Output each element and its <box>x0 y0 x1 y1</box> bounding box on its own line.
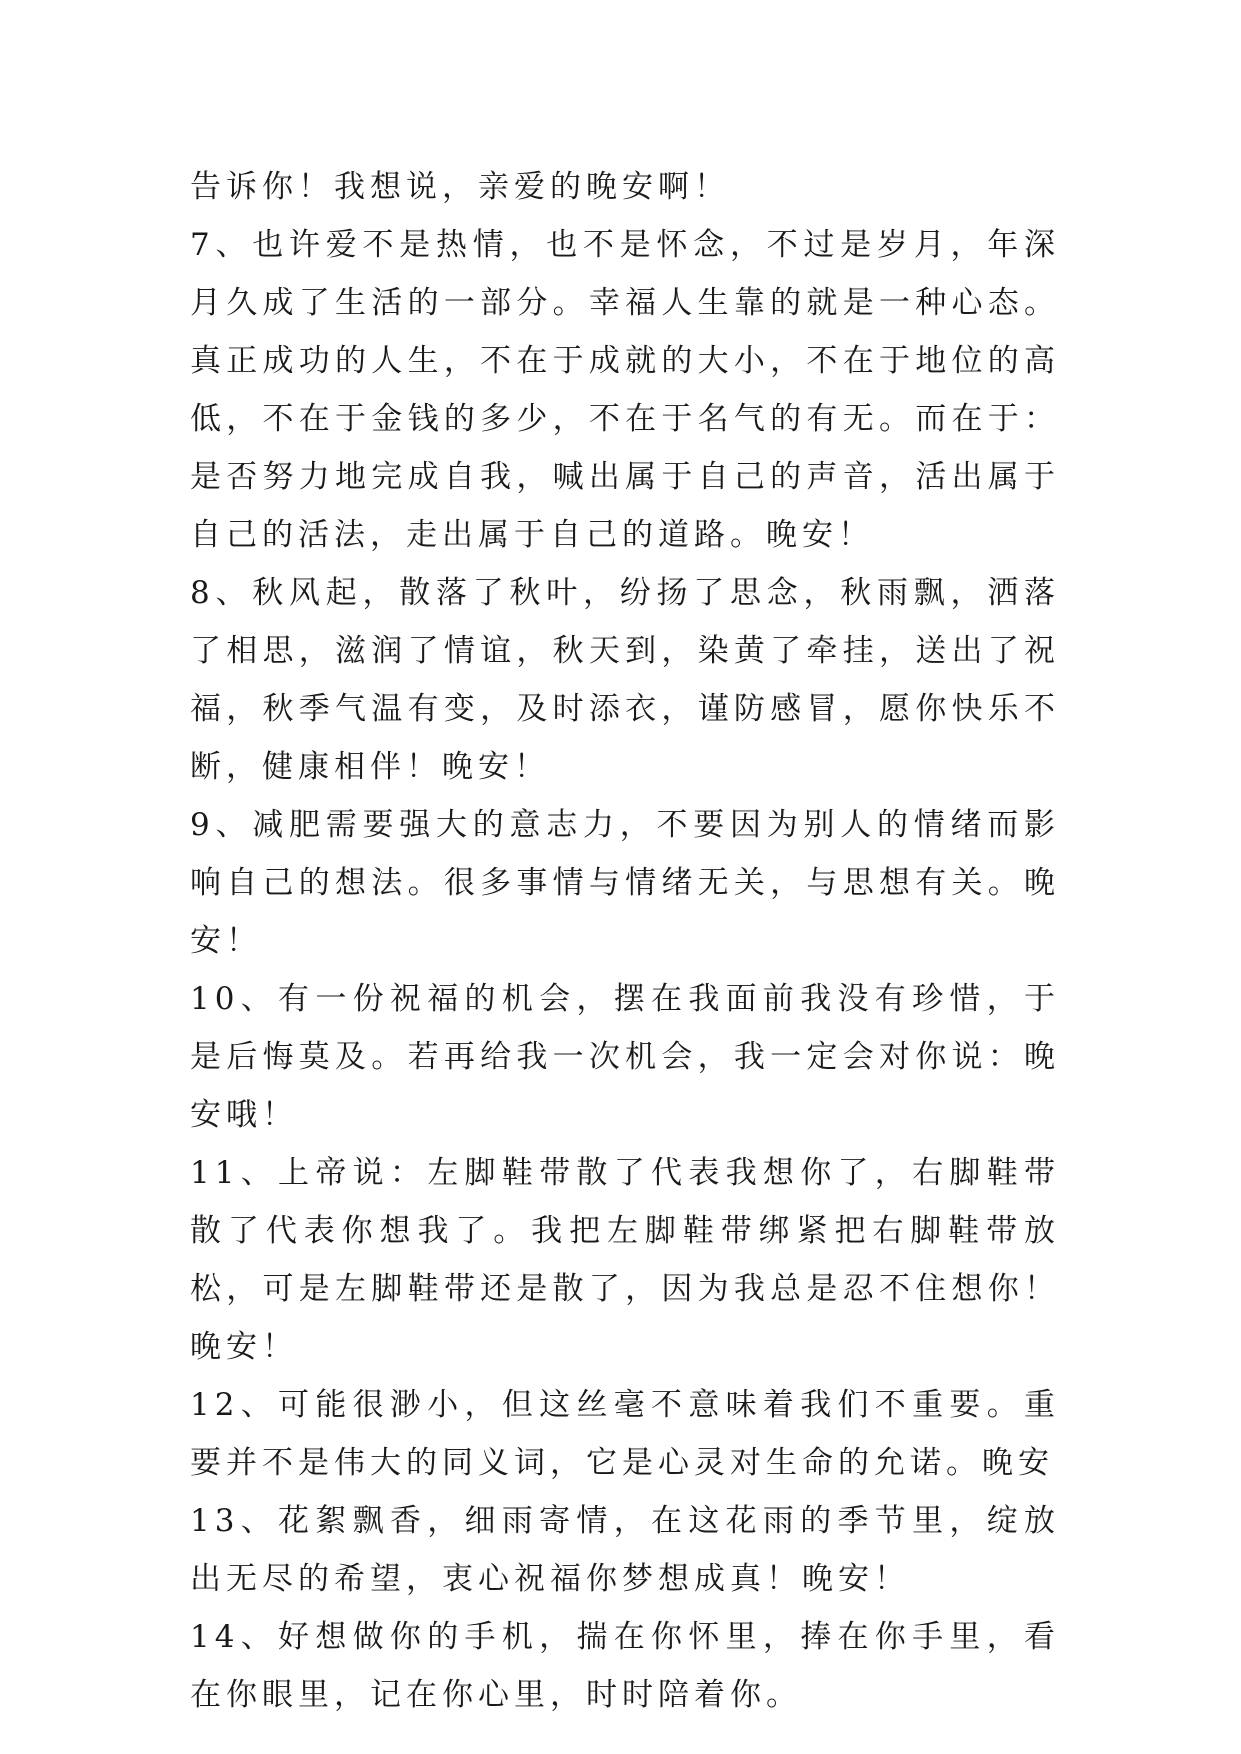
paragraph-item-10: 10、有一份祝福的机会，摆在我面前我没有珍惜，于是后悔莫及。若再给我一次机会，我一定会对你说：晚安哦！ <box>190 981 1060 1133</box>
paragraph-item-14: 14、好想做你的手机，揣在你怀里，捧在你手里，看在你眼里，记在你心里，时时陪着你。 <box>190 1619 1060 1713</box>
paragraph-item-11: 11、上帝说：左脚鞋带散了代表我想你了，右脚鞋带散了代表你想我了。我把左脚鞋带绑紧把右脚鞋带放松，可是左脚鞋带还是散了，因为我总是忍不住想你！晚安！ <box>190 1155 1060 1365</box>
paragraph-item-8: 8、秋风起，散落了秋叶，纷扬了思念，秋雨飘，洒落了相思，滋润了情谊，秋天到，染黄了牵挂，送出了祝福，秋季气温有变，及时添衣，谨防感冒，愿你快乐不断，健康相伴！晚安！ <box>190 575 1060 785</box>
paragraph-item-13: 13、花絮飘香，细雨寄情，在这花雨的季节里，绽放出无尽的希望，衷心祝福你梦想成真！晚安！ <box>190 1503 1060 1597</box>
paragraph-item-7: 7、也许爱不是热情，也不是怀念，不过是岁月，年深月久成了生活的一部分。幸福人生靠的就是一种心态。真正成功的人生，不在于成就的大小，不在于地位的高低，不在于金钱的多少，不在于名气的有无。而在于：是否努力地完成自我，喊出属于自己的声音，活出属于自己的活法，走出属于自己的道路。晚安！ <box>190 227 1060 553</box>
document-body <box>190 158 1060 1724</box>
paragraph-item-9: 9、减肥需要强大的意志力，不要因为别人的情绪而影响自己的想法。很多事情与情绪无关，与思想有关。晚安！ <box>190 807 1060 959</box>
paragraph-item-12: 12、可能很渺小，但这丝毫不意味着我们不重要。重要并不是伟大的同义词，它是心灵对生命的允诺。晚安 <box>190 1387 1060 1481</box>
paragraph-continuation: 告诉你！我想说，亲爱的晚安啊！ <box>190 169 730 205</box>
